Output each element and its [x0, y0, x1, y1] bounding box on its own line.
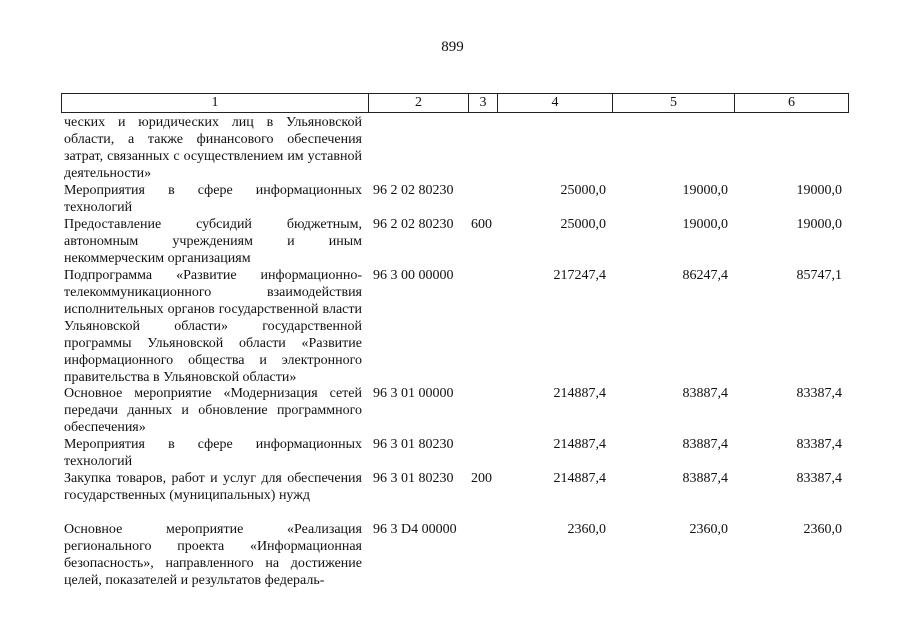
header-col-6: 6: [735, 94, 849, 113]
row-value-col5: 83887,4: [682, 437, 728, 452]
row-value-col5: 2360,0: [689, 522, 728, 537]
row-name: Основное мероприятие «Модернизация сетей передачи данных и обновление программного обеспечения»: [64, 386, 362, 435]
row-expense-type: 200: [471, 471, 492, 486]
row-code: 96 3 01 80230: [373, 471, 454, 486]
row-value-col4: 214887,4: [553, 437, 606, 452]
header-col-4: 4: [498, 94, 613, 113]
row-value-col4: 2360,0: [567, 522, 606, 537]
table-row: [64, 182, 854, 216]
header-col-1: 1: [62, 94, 369, 113]
row-code: 96 2 02 80230: [373, 217, 454, 232]
table-row: [64, 385, 854, 436]
row-value-col6: 83387,4: [796, 471, 842, 486]
row-value-col6: 85747,1: [796, 268, 842, 283]
row-value-col6: 19000,0: [796, 183, 842, 198]
row-code: 96 2 02 80230: [373, 183, 454, 198]
table-row: [64, 267, 854, 385]
row-code: 96 3 D4 00000: [373, 522, 457, 537]
row-value-col6: 19000,0: [796, 217, 842, 232]
row-name: Основное мероприятие «Реализация регионального проекта «Информационная безопасность», направленного на достижение целей, показателей и результатов федераль-: [64, 522, 362, 588]
row-value-col5: 83887,4: [682, 386, 728, 401]
row-name: Мероприятия в сфере информационных технологий: [64, 437, 362, 469]
row-name: ческих и юридических лиц в Ульяновской области, а также финансового обеспечения затрат, связанных с осуществлением им уставной деятельности»: [64, 115, 362, 181]
row-name: Предоставление субсидий бюджетным, автономным учреждениям и иным некоммерческим организациям: [64, 217, 362, 266]
row-value-col4: 25000,0: [560, 217, 606, 232]
row-value-col6: 83387,4: [796, 437, 842, 452]
header-col-2: 2: [369, 94, 469, 113]
row-code: 96 3 01 80230: [373, 437, 454, 452]
row-value-col4: 25000,0: [560, 183, 606, 198]
header-col-3: 3: [469, 94, 498, 113]
row-code: 96 3 00 00000: [373, 268, 454, 283]
table-row: [64, 114, 854, 182]
page-number: 899: [441, 39, 464, 55]
table-row: [64, 436, 854, 470]
row-value-col6: 83387,4: [796, 386, 842, 401]
header-row: [62, 94, 849, 113]
row-value-col5: 19000,0: [682, 183, 728, 198]
table-row: [64, 216, 854, 267]
row-name: Подпрограмма «Развитие информационно-телекоммуникационного взаимодействия исполнительных органов государственной власти Ульяновской области» государственной программы Ульяновской области «Развитие информационного общества и электронного правительства в Ульяновской области»: [64, 268, 362, 385]
row-value-col5: 83887,4: [682, 471, 728, 486]
row-code: 96 3 01 00000: [373, 386, 454, 401]
row-expense-type: 600: [471, 217, 492, 232]
column-header-table: [61, 93, 849, 113]
row-value-col5: 19000,0: [682, 217, 728, 232]
row-value-col6: 2360,0: [803, 522, 842, 537]
row-value-col4: 217247,4: [553, 268, 606, 283]
table-row: [64, 521, 854, 589]
table-row: [64, 470, 854, 521]
row-value-col5: 86247,4: [682, 268, 728, 283]
row-value-col4: 214887,4: [553, 386, 606, 401]
row-name: Закупка товаров, работ и услуг для обеспечения государственных (муниципальных) нужд: [64, 471, 362, 503]
row-name: Мероприятия в сфере информационных технологий: [64, 183, 362, 215]
header-col-5: 5: [613, 94, 735, 113]
row-value-col4: 214887,4: [553, 471, 606, 486]
budget-rows: [64, 114, 854, 589]
